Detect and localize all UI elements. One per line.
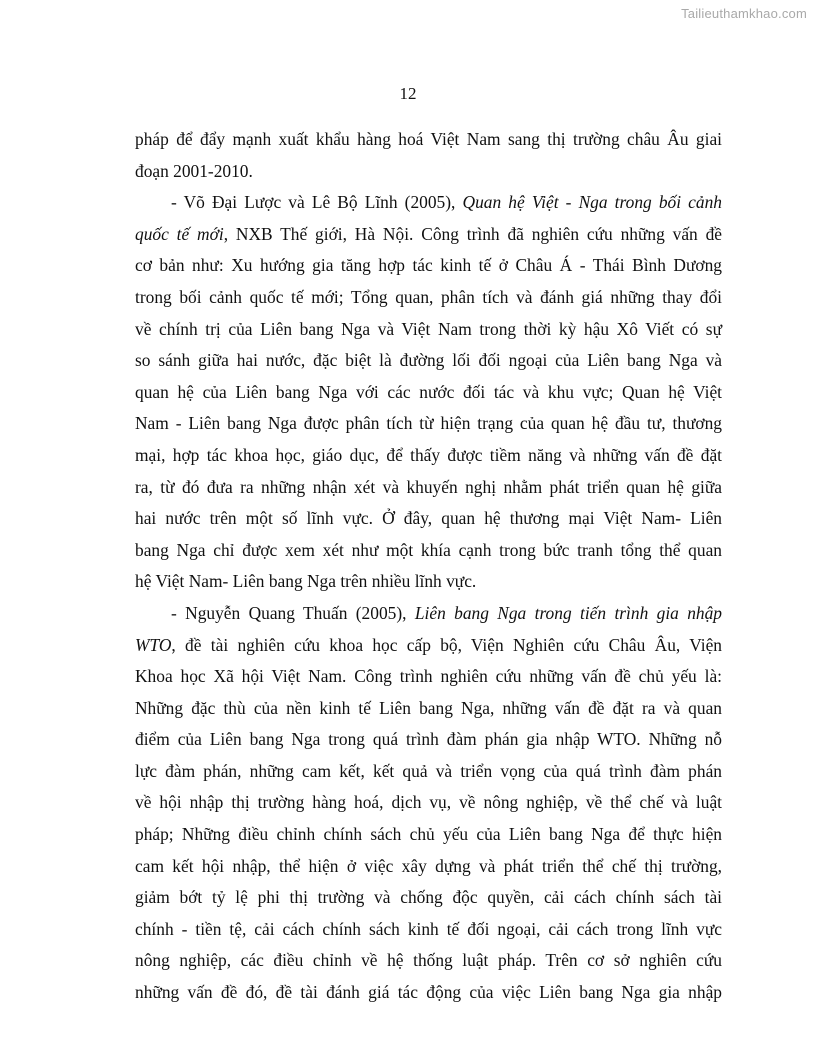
work-title: Liên bang Nga trong tiến trình gia nhập — [414, 602, 722, 623]
text-line: bang Nga chỉ được xem xét như một khía cạnh trong bức tranh tổng thể quan — [135, 539, 722, 560]
work-title: quốc tế mới — [135, 223, 224, 244]
text-line: Những đặc thù của nền kinh tế Liên bang Nga, những vấn đề đặt ra và quan — [135, 697, 722, 718]
text-line — [135, 598, 722, 630]
text-line: mại, hợp tác khoa học, giáo dục, để thấy được tiềm năng và những vấn đề đặt — [135, 444, 722, 465]
document-body — [135, 124, 722, 1009]
text-line: Khoa học Xã hội Việt Nam. Công trình nghiên cứu những vấn đề chủ yếu là: — [135, 666, 722, 687]
text-line: những vấn đề đó, đề tài đánh giá tác động của việc Liên bang Nga gia nhập — [135, 982, 722, 1003]
text-line: đoạn 2001-2010. — [135, 160, 253, 181]
text-span: - Võ Đại Lược và Lê Bộ Lĩnh (2005), — [171, 192, 456, 213]
text-line: lực đàm phán, những cam kết, kết quả và triển vọng của quá trình đàm phán — [135, 760, 722, 781]
text-span: , đề tài nghiên cứu khoa học cấp bộ, Viện Nghiên cứu Châu Âu, Viện — [171, 634, 722, 655]
text-line: ra, từ đó đưa ra những nhận xét và khuyến nghị nhằm phát triển quan hệ giữa — [135, 476, 722, 497]
text-span: - Nguyễn Quang Thuấn (2005), — [171, 602, 407, 623]
text-span: , NXB Thế giới, Hà Nội. Công trình đã nghiên cứu những vấn đề — [223, 223, 722, 244]
text-line: cam kết hội nhập, thể hiện ở việc xây dựng và phát triển thể chế thị trường, — [135, 855, 722, 876]
work-title: WTO — [135, 634, 172, 655]
text-line — [135, 219, 722, 251]
page-number: 12 — [399, 84, 417, 103]
text-line: Nam - Liên bang Nga được phân tích từ hiện trạng của quan hệ đầu tư, thương — [135, 413, 722, 434]
text-line: chính - tiền tệ, cải cách chính sách kinh tế đối ngoại, cải cách trong lĩnh vực — [135, 918, 722, 939]
text-line — [135, 187, 722, 219]
text-line: về hội nhập thị trường hàng hoá, dịch vụ, về nông nghiệp, về thể chế và luật — [135, 792, 722, 813]
text-line: nông nghiệp, các điều chỉnh về hệ thống luật pháp. Trên cơ sở nghiên cứu — [135, 950, 722, 971]
text-line: trong bối cảnh quốc tế mới; Tổng quan, phân tích và đánh giá những thay đổi — [135, 286, 722, 307]
text-line: cơ bản như: Xu hướng gia tăng hợp tác kinh tế ở Châu Á - Thái Bình Dương — [135, 255, 722, 276]
text-line: hệ Việt Nam- Liên bang Nga trên nhiều lĩnh vực. — [135, 571, 477, 592]
text-line: pháp; Những điều chỉnh chính sách chủ yếu của Liên bang Nga để thực hiện — [135, 824, 722, 845]
text-line: về chính trị của Liên bang Nga và Việt Nam trong thời kỳ hậu Xô Viết có sự — [135, 318, 722, 339]
work-title: Quan hệ Việt - Nga trong bối cảnh — [462, 192, 722, 213]
text-line: giảm bớt tỷ lệ phi thị trường và chống độc quyền, cải cách chính sách tài — [135, 887, 722, 908]
text-line — [135, 630, 722, 662]
text-line: hai nước trên một số lĩnh vực. Ở đây, quan hệ thương mại Việt Nam- Liên — [135, 508, 722, 529]
text-line: so sánh giữa hai nước, đặc biệt là đường lối đối ngoại của Liên bang Nga và — [135, 350, 722, 371]
watermark: Tailieuthamkhao.com — [681, 6, 807, 21]
text-line: điểm của Liên bang Nga trong quá trình đàm phán gia nhập WTO. Những nỗ — [135, 729, 722, 750]
text-line: pháp để đẩy mạnh xuất khẩu hàng hoá Việt Nam sang thị trường châu Âu giai — [135, 129, 722, 149]
text-line: quan hệ của Liên bang Nga với các nước đối tác và khu vực; Quan hệ Việt — [135, 381, 722, 402]
